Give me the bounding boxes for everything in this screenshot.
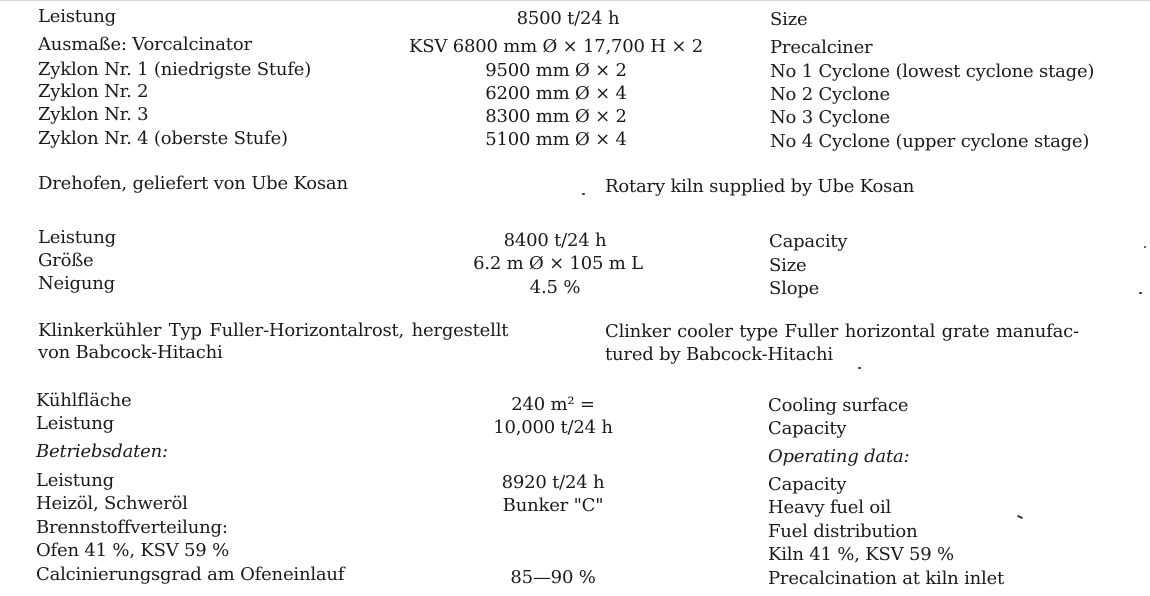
row-label-de: Brennstoffverteilung: [36,517,228,538]
row-label-de: Calcinierungsgrad am Ofeneinlauf [36,564,345,585]
cooler-heading-de: von Babcock-Hitachi [38,342,223,363]
row-label-en: Size [769,255,807,276]
row-label-en: Heavy fuel oil [768,497,892,518]
cooler-heading-en: Clinker cooler type Fuller horizontal grate manufac- [605,321,1079,342]
row-label-de: Heizöl, Schweröl [36,493,188,514]
row-label-de: Ausmaße: Vorcalcinator [38,34,252,55]
row-label-de: Ofen 41 %, KSV 59 % [36,540,229,561]
row-value: Bunker "C" [502,495,604,516]
row-label-de: Zyklon Nr. 4 (oberste Stufe) [38,128,288,149]
row-label-en: Capacity [768,474,847,495]
row-label-en: Capacity [768,418,847,439]
row-value: 9500 mm Ø × 2 [485,60,627,81]
row-label-de: Kühlfläche [36,390,132,411]
row-value: 6.2 m Ø × 105 m L [473,253,643,274]
scan-speck [582,193,585,195]
row-value: 8920 t/24 h [501,472,605,493]
row-value: 8500 t/24 h [516,8,620,29]
kiln-heading-en: Rotary kiln supplied by Ube Kosan [605,176,915,197]
row-label-de: Zyklon Nr. 1 (niedrigste Stufe) [38,59,312,80]
cooler-heading-en: tured by Babcock-Hitachi [605,344,833,365]
top-border [0,0,1150,1]
row-value: 240 m² = [511,394,595,415]
row-value: 10,000 t/24 h [493,417,613,438]
row-label-en: Fuel distribution [768,521,918,542]
cooler-heading-de: Klinkerkühler Typ Fuller-Horizontalrost, hergestellt [38,320,509,341]
row-label-en: No 4 Cyclone (upper cyclone stage) [770,131,1090,152]
row-label-en: No 3 Cyclone [770,107,890,128]
scan-speck [1139,292,1142,294]
row-label-de: Zyklon Nr. 2 [38,81,149,102]
scan-speck [858,367,861,369]
row-label-de: Leistung [38,6,116,27]
row-label-de: Größe [38,250,94,271]
scan-speck [1144,246,1146,248]
row-label-en: No 2 Cyclone [770,84,890,105]
row-label-de: Zyklon Nr. 3 [38,104,149,125]
row-label-en: Precalcination at kiln inlet [768,568,1005,589]
row-value: 4.5 % [529,277,581,298]
row-value: 6200 mm Ø × 4 [485,83,627,104]
row-label-en: Slope [769,278,820,299]
row-value: 8300 mm Ø × 2 [485,106,627,127]
kiln-heading-de: Drehofen, geliefert von Ube Kosan [38,173,348,194]
row-value: KSV 6800 mm Ø × 17,700 H × 2 [409,36,703,57]
row-value: 8400 t/24 h [503,230,607,251]
row-label-en: Precalciner [770,37,873,58]
row-value: 5100 mm Ø × 4 [485,129,627,150]
row-label-de: Leistung [36,470,114,491]
scan-speck [1017,515,1023,519]
row-label-en: Cooling surface [768,395,909,416]
operating-heading-en: Operating data: [768,446,910,467]
operating-heading-de: Betriebsdaten: [36,441,168,462]
row-value: 85—90 % [510,567,596,588]
row-label-en: No 1 Cyclone (lowest cyclone stage) [770,61,1095,82]
row-label-de: Neigung [38,273,115,294]
row-label-en: Capacity [769,231,848,252]
row-label-en: Size [770,9,808,30]
row-label-en: Kiln 41 %, KSV 59 % [768,544,954,565]
row-label-de: Leistung [36,413,114,434]
row-label-de: Leistung [38,227,116,248]
